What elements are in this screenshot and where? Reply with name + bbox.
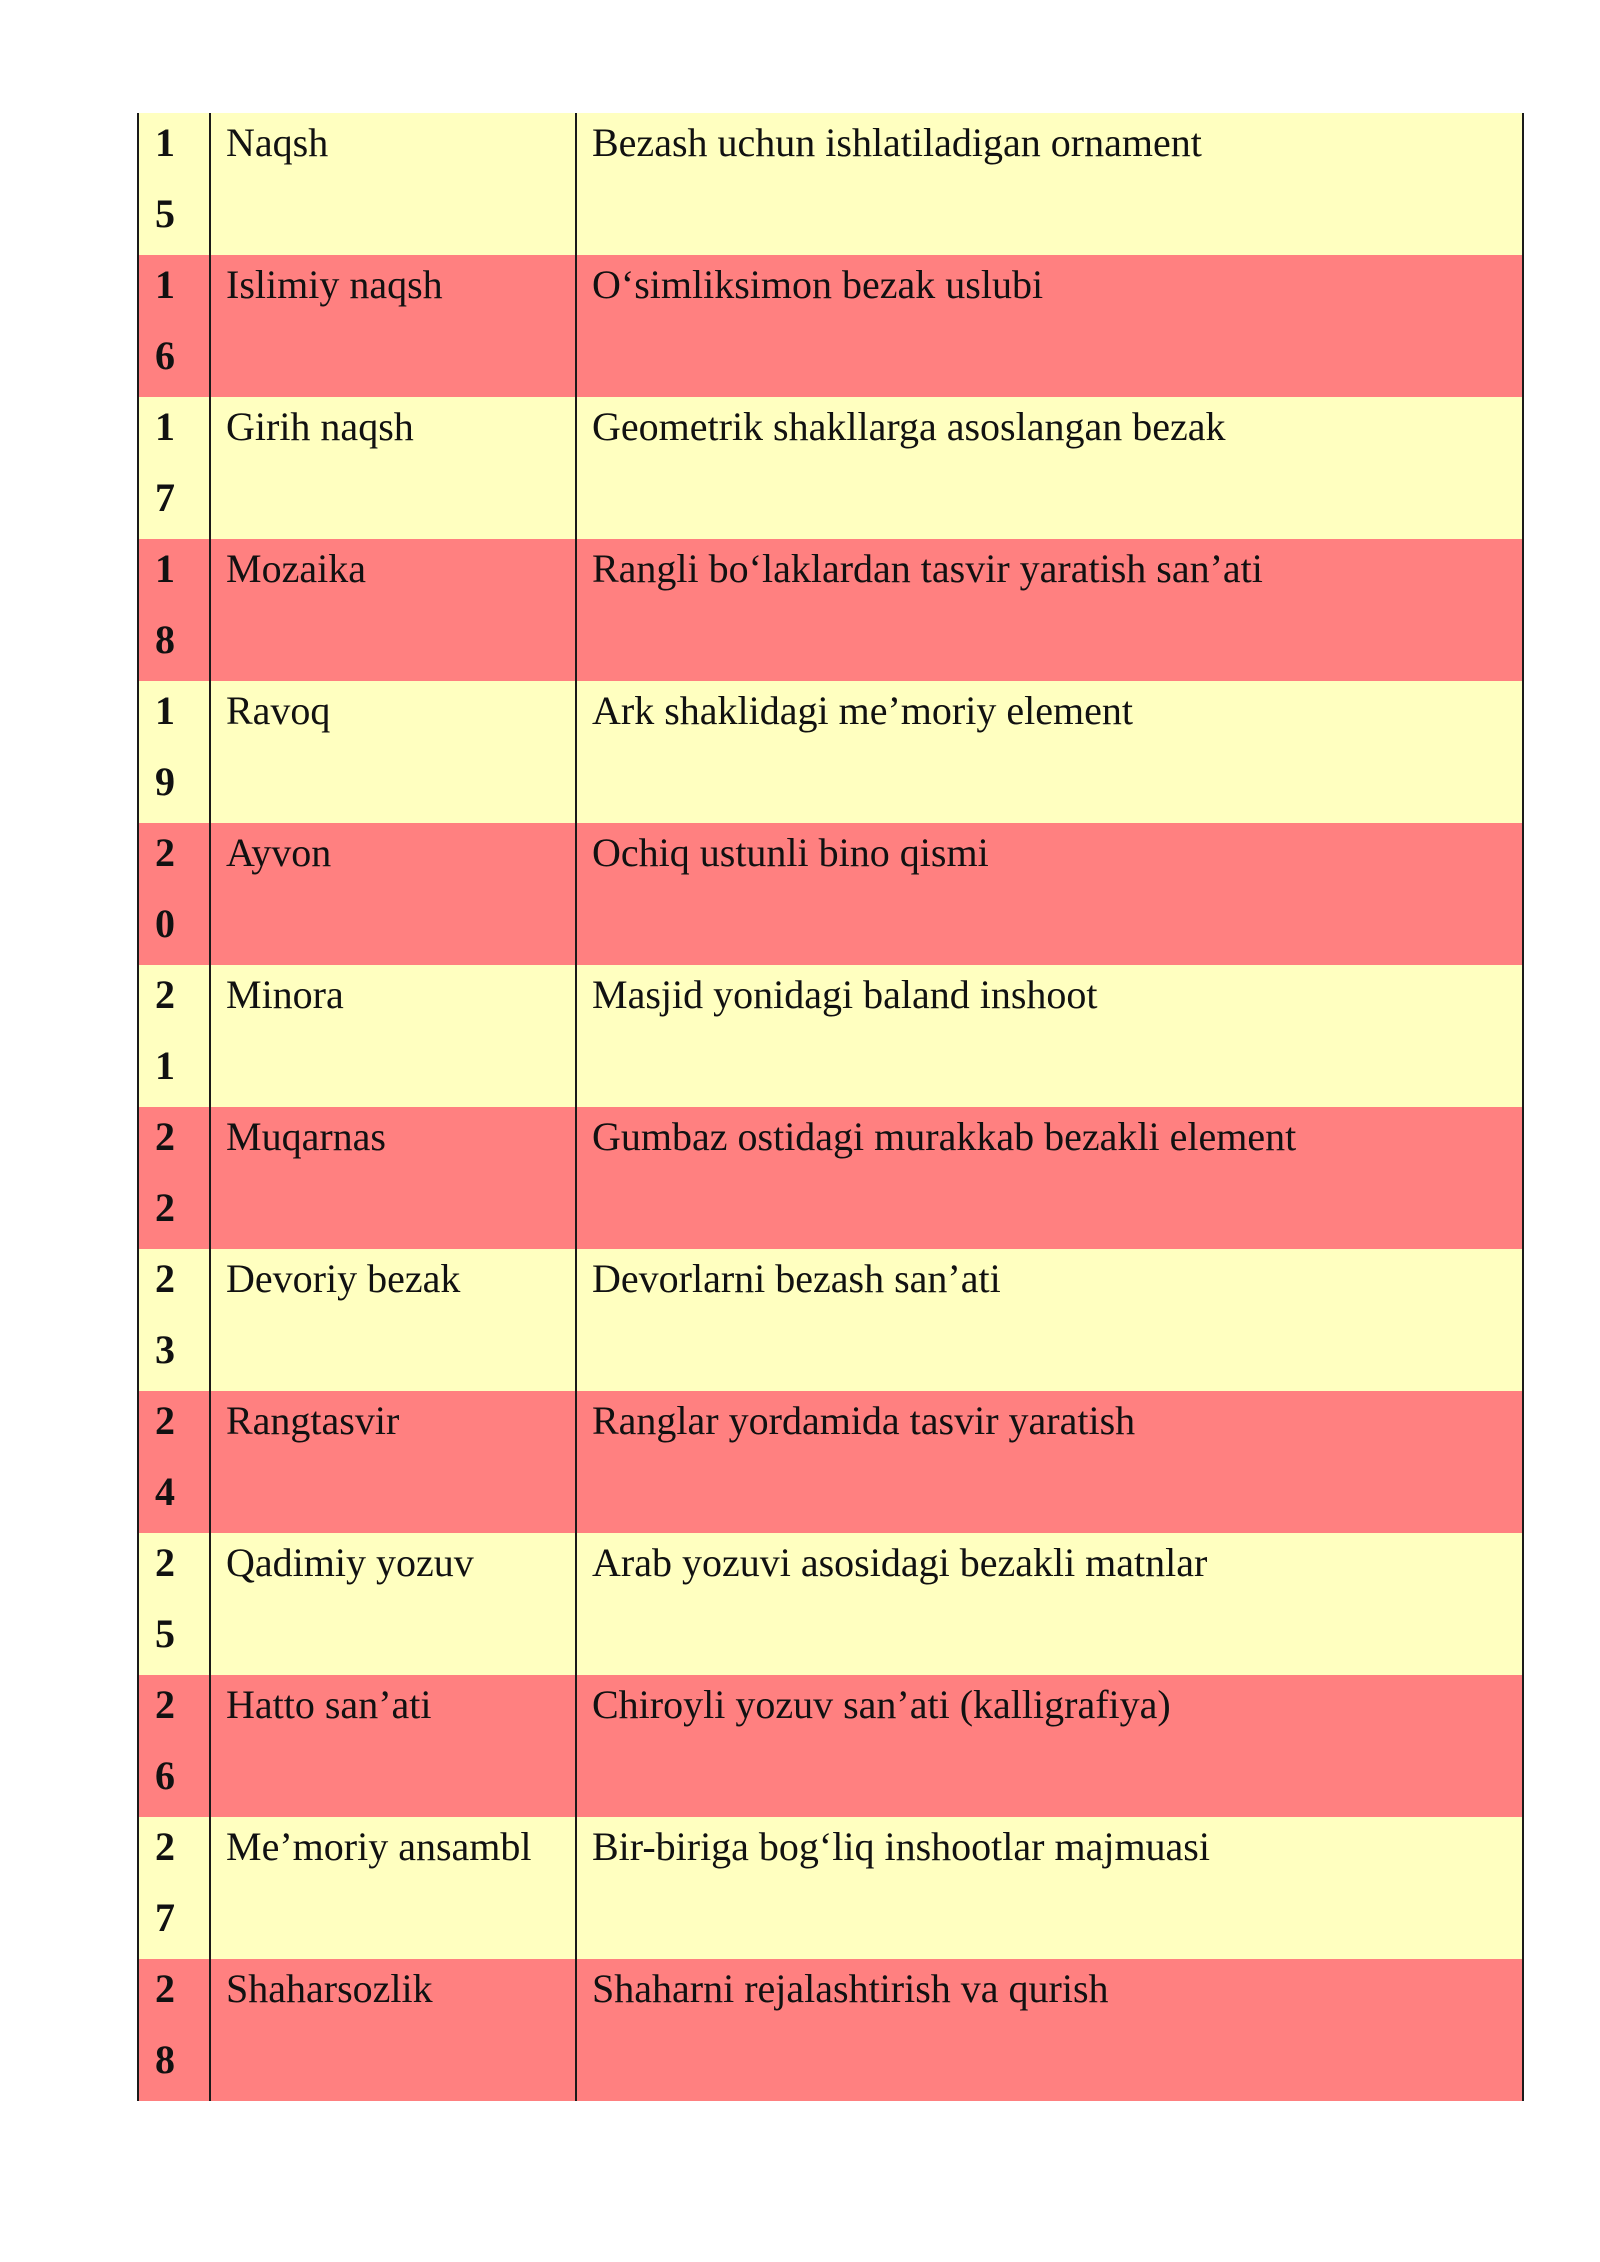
table-row xyxy=(138,1675,1523,1817)
row-number-tens: 2 xyxy=(155,1682,175,1727)
row-number-tens: 2 xyxy=(155,1398,175,1443)
term-cell: Muqarnas xyxy=(210,1107,576,1249)
row-number-cell xyxy=(138,113,210,255)
row-number-cell xyxy=(138,1107,210,1249)
row-number-cell xyxy=(138,823,210,965)
definition-cell: Rangli bo‘laklardan tasvir yaratish san’ati xyxy=(576,539,1523,681)
row-number-tens: 2 xyxy=(155,1966,175,2011)
row-number-cell xyxy=(138,255,210,397)
term-cell: Naqsh xyxy=(210,113,576,255)
row-number-cell xyxy=(138,681,210,823)
table-row xyxy=(138,1249,1523,1391)
definition-cell: Masjid yonidagi baland inshoot xyxy=(576,965,1523,1107)
row-number-units: 7 xyxy=(155,1895,175,1940)
row-number-tens: 1 xyxy=(155,120,175,165)
definition-cell: Shaharni rejalashtirish va qurish xyxy=(576,1959,1523,2101)
row-number-units: 7 xyxy=(155,475,175,520)
definition-cell: Ochiq ustunli bino qismi xyxy=(576,823,1523,965)
row-number-cell xyxy=(138,1391,210,1533)
term-cell: Rangtasvir xyxy=(210,1391,576,1533)
row-number-units: 2 xyxy=(155,1185,175,1230)
row-number-units: 0 xyxy=(155,901,175,946)
row-number-units: 9 xyxy=(155,759,175,804)
term-cell: Devoriy bezak xyxy=(210,1249,576,1391)
row-number-cell xyxy=(138,1959,210,2101)
table-row xyxy=(138,1959,1523,2101)
term-cell: Minora xyxy=(210,965,576,1107)
table-row xyxy=(138,823,1523,965)
table-row xyxy=(138,539,1523,681)
definition-cell: Geometrik shakllarga asoslangan bezak xyxy=(576,397,1523,539)
row-number-tens: 1 xyxy=(155,688,175,733)
table-row xyxy=(138,397,1523,539)
definition-cell: Devorlarni bezash san’ati xyxy=(576,1249,1523,1391)
term-cell: Hatto san’ati xyxy=(210,1675,576,1817)
table-row xyxy=(138,1107,1523,1249)
row-number-units: 1 xyxy=(155,1043,175,1088)
term-cell: Ravoq xyxy=(210,681,576,823)
table-row xyxy=(138,1817,1523,1959)
term-cell: Girih naqsh xyxy=(210,397,576,539)
row-number-units: 4 xyxy=(155,1469,175,1514)
definition-cell: Gumbaz ostidagi murakkab bezakli element xyxy=(576,1107,1523,1249)
term-cell: Qadimiy yozuv xyxy=(210,1533,576,1675)
row-number-units: 3 xyxy=(155,1327,175,1372)
term-cell: Me’moriy ansambl xyxy=(210,1817,576,1959)
row-number-units: 6 xyxy=(155,333,175,378)
table-row xyxy=(138,113,1523,255)
row-number-units: 8 xyxy=(155,2037,175,2082)
row-number-cell xyxy=(138,1817,210,1959)
row-number-tens: 1 xyxy=(155,404,175,449)
glossary-table xyxy=(137,113,1524,2101)
term-cell: Ayvon xyxy=(210,823,576,965)
row-number-tens: 2 xyxy=(155,1114,175,1159)
row-number-tens: 2 xyxy=(155,1824,175,1869)
definition-cell: Arab yozuvi asosidagi bezakli matnlar xyxy=(576,1533,1523,1675)
row-number-tens: 2 xyxy=(155,1540,175,1585)
row-number-cell xyxy=(138,1249,210,1391)
row-number-cell xyxy=(138,397,210,539)
definition-cell: Chiroyli yozuv san’ati (kalligrafiya) xyxy=(576,1675,1523,1817)
row-number-units: 6 xyxy=(155,1753,175,1798)
glossary-table-body xyxy=(138,113,1523,2101)
definition-cell: Ark shaklidagi me’moriy element xyxy=(576,681,1523,823)
row-number-units: 5 xyxy=(155,1611,175,1656)
table-row xyxy=(138,255,1523,397)
row-number-cell xyxy=(138,1533,210,1675)
definition-cell: O‘simliksimon bezak uslubi xyxy=(576,255,1523,397)
row-number-tens: 1 xyxy=(155,262,175,307)
row-number-tens: 2 xyxy=(155,1256,175,1301)
row-number-units: 5 xyxy=(155,191,175,236)
definition-cell: Bir-biriga bog‘liq inshootlar majmuasi xyxy=(576,1817,1523,1959)
row-number-cell xyxy=(138,1675,210,1817)
definition-cell: Ranglar yordamida tasvir yaratish xyxy=(576,1391,1523,1533)
row-number-tens: 1 xyxy=(155,546,175,591)
table-row xyxy=(138,965,1523,1107)
table-row xyxy=(138,681,1523,823)
row-number-cell xyxy=(138,965,210,1107)
row-number-units: 8 xyxy=(155,617,175,662)
definition-cell: Bezash uchun ishlatiladigan ornament xyxy=(576,113,1523,255)
table-row xyxy=(138,1391,1523,1533)
term-cell: Shaharsozlik xyxy=(210,1959,576,2101)
row-number-tens: 2 xyxy=(155,972,175,1017)
table-row xyxy=(138,1533,1523,1675)
term-cell: Mozaika xyxy=(210,539,576,681)
term-cell: Islimiy naqsh xyxy=(210,255,576,397)
row-number-cell xyxy=(138,539,210,681)
row-number-tens: 2 xyxy=(155,830,175,875)
